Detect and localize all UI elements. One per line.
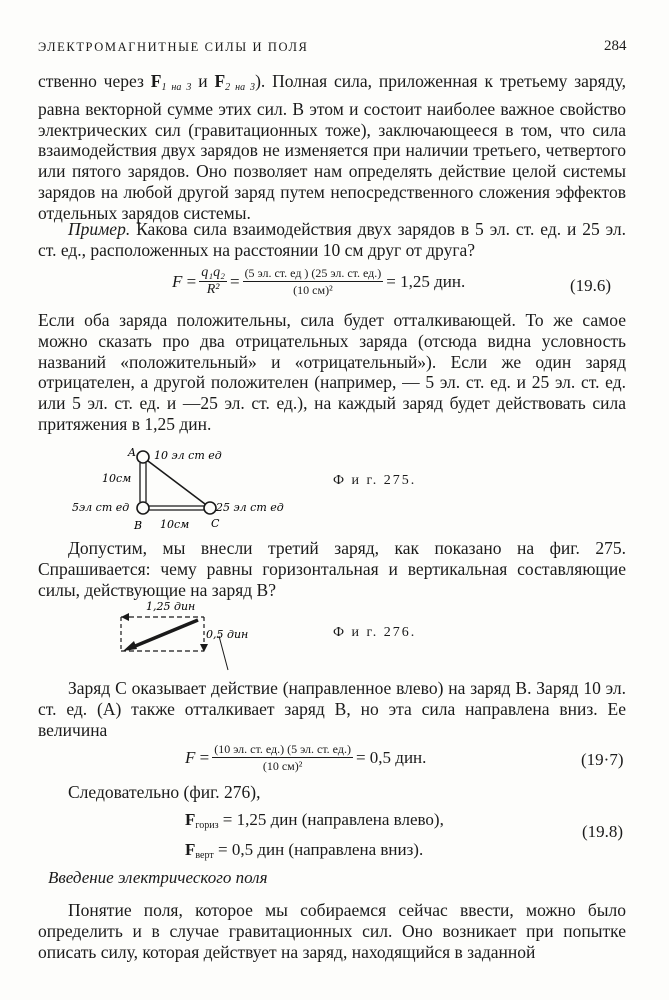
charge-b-circle [137,502,149,514]
figure-275-diagram [40,448,310,536]
label-b: B [134,519,143,532]
figure-276-diagram [116,596,266,676]
note-distance-ab: 10см [102,472,132,485]
label-c: C [211,517,220,530]
figure-276-caption: Ф и г. 276. [333,625,417,640]
note-vertical-force: 0,5 дин [206,628,249,641]
equation-number-19-8: (19.8) [582,822,624,841]
side-ac-line [148,461,205,504]
fraction-force-ab: $\frac{(10 эл. ст. ед.) (5 эл. ст. ед.)}{\text{(10 см)²}}$ [214,742,351,773]
note-charge-a: 10 эл ст ед [154,449,222,462]
paragraph-superposition: ственно через $F_{1 на 3}$ и $F_{2 на 3}$). Полная сила, приложенная к третьему заряду, равна векторной сумме этих сил. В этом и состоит наиболее важное свойство электрических сил (гравитационных тоже), заключающееся в том, что сила взаимодействия двух зарядов не изменяется при наличии третьего, четвертого или пятого зарядов. Оно позволяет нам определять действие целой системы зарядов на любой другой заряд путем непосредственного сложения эффектов отдельных зарядов системы. [38,71,627,223]
note-charge-b: 5эл ст ед [72,501,130,514]
resultant-force-arrow [128,620,198,649]
paragraph-field-intro: Понятие поля, которое мы собираемся сейчас ввести, можно было определить и в случае гравитационных сил. Оно возникает при попытке описать силу, которая действует на заряд, находящийся в заданной [38,900,626,962]
paragraph-example: Пример. Какова сила взаимодействия двух зарядов в 5 эл. ст. ед. и 25 эл. ст. ед., расположенных на расстоянии 10 см друг от друга? [38,219,626,260]
equation-number-19-6: (19.6) [570,276,612,295]
equation-19-8: $F_{гориз} = 1,25$ дин (направлена влево), $F_{верт} = 0,5$ дин (направлена вниз). [185,810,444,861]
note-charge-c: 25 эл ст ед [216,501,284,514]
equation-19-6: F = $\frac{\text{q₁q₂}}{\text{R²}}$ = $\frac{(5 эл. ст. ед ) (25 эл. ст. ед.)}{\text{(10 см)²}}$ = 1,25 дин. [172,265,466,297]
fraction-values: $\frac{(5 эл. ст. ед ) (25 эл. ст. ед.)}{\text{(10 см)²}}$ [244,266,382,297]
label-a: A [128,448,136,459]
fraction-coulomb-law: $\frac{\text{q₁q₂}}{\text{R²}}$ [201,265,225,297]
paragraph-third-charge: Допустим, мы внесли третий заряд, как показано на фиг. 275. Спрашивается: чему равны горизонтальная и вертикальная составляющие силы, действующие на заряд B? [38,538,626,600]
paragraph-attraction: Если оба заряда положительны, сила будет отталкивающей. То же самое можно сказать про два отрицательных заряда (отсюда видна условность названий «положительный» и «отрицательный»). Если же один заряд отрицателен, а другой положителен (например, — 5 эл. ст. ед. и 25 эл. ст. ед. или 5 эл. ст. ед. и —25 эл. ст. ед.), на каждый заряд будет действовать сила притяжения в 1,25 дин. [38,310,626,434]
note-horizontal-force: 1,25 дин [146,600,196,613]
figure-275-caption: Ф и г. 275. [333,473,417,488]
equation-number-19-7: (19·7) [581,750,624,769]
section-heading: Введение электрического поля [48,868,268,887]
note-distance-bc: 10см [160,518,190,531]
page-number: 284 [604,38,627,54]
equation-19-7: F = $\frac{(10 эл. ст. ед.) (5 эл. ст. ед.)}{\text{(10 см)²}}$ = 0,5 дин. [185,742,427,773]
charge-a-circle [137,451,149,463]
charge-c-circle [204,502,216,514]
paragraph-therefore: Следовательно (фиг. 276), [68,782,261,802]
paragraph-charge-c: Заряд C оказывает действие (направленное влево) на заряд B. Заряд 10 эл. ст. ед. (A) также отталкивает заряд B, но эта сила направлена вниз. Ее величина [38,678,626,740]
running-header: ЭЛЕКТРОМАГНИТНЫЕ СИЛЫ И ПОЛЯ [38,40,309,54]
